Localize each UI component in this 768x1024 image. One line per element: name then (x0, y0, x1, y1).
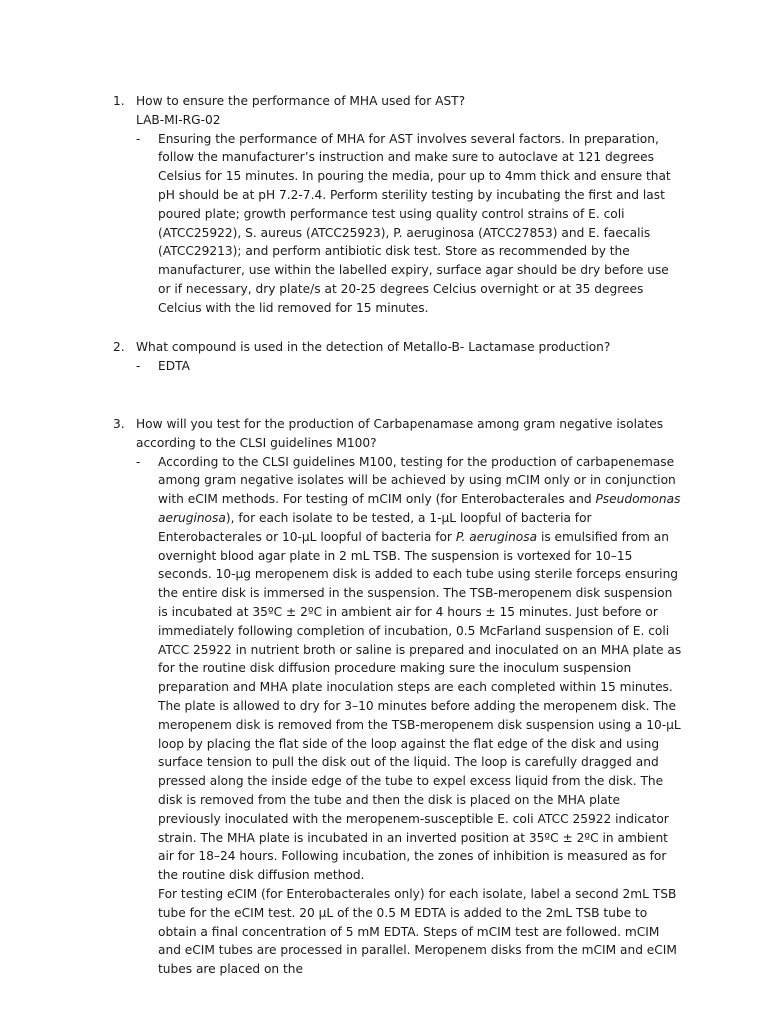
question-text: How to ensure the performance of MHA used for AST? (136, 94, 466, 108)
answer-block (136, 453, 683, 979)
answer-text-segment: is emulsified from an overnight blood agar plate in 2 mL TSB. The suspension is vortexed for 10–15 seconds. 10-µg meropenem disk is added to each tube using sterile forceps ensuring the entire disk is immersed in the suspension. The TSB-meropenem disk suspension is incubated at 35ºC ± 2ºC in ambient air for 4 hours ± 15 minutes. Just before or immediately following completion of incubation, 0.5 McFarland suspension of E. coli ATCC 25922 in nutrient broth or saline is prepared and inoculated on an MHA plate as for the routine disk diffusion procedure making sure the inoculum suspension preparation and MHA plate inoculation steps are each completed within 15 minutes. The plate is allowed to dry for 3–10 minutes before adding the meropenem disk. The meropenem disk is removed from the TSB-meropenem disk suspension using a 10-µL loop by placing the flat side of the loop against the flat edge of the disk and using surface tension to pull the disk out of the liquid. The loop is carefully dragged and pressed along the inside edge of the tube to expel excess liquid from the disk. The disk is removed from the tube and then the disk is placed on the MHA plate previously inoculated with the meropenem-susceptible E. coli ATCC 25922 indicator strain. The MHA plate is incubated in an inverted position at 35ºC ± 2ºC in ambient air for 18–24 hours. Following incubation, the zones of inhibition is measured as for the routine disk diffusion method. (158, 529, 682, 883)
item-number: 2. (113, 340, 125, 354)
question-text: How will you test for the production of Carbapenamase among gram negative isolates according to the CLSI guidelines M100? (136, 417, 664, 450)
answer-text-segment: ), for each isolate to be tested, a 1-µL loopful of bacteria for Enterobacterales or 10-µL loopful of bacteria for (158, 510, 592, 544)
bullet-dash: - (136, 358, 141, 373)
answer-paragraph-2: For testing eCIM (for Enterobacterales only) for each isolate, label a second 2mL TSB tube for the eCIM test. 20 µL of the 0.5 M EDTA is added to the 2mL TSB tube to obtain a final concentration of 5 mM EDTA. Steps of mCIM test are followed. mCIM and eCIM tubes are processed in parallel. Meropenem disks from the mCIM and eCIM tubes are placed on the (158, 886, 677, 977)
bullet-dash: - (136, 454, 141, 469)
question-text: What compound is used in the detection of Metallo-B- Lactamase production? (136, 340, 611, 354)
answer-paragraph-1 (158, 453, 683, 885)
answer-text-segment: According to the CLSI guidelines M100, testing for the production of carbapenemase among gram negative isolates will be achieved by using mCIM only or in conjunction with eCIM methods. For testing of mCIM only (for Enterobacterales and (158, 454, 676, 507)
answer-text: Ensuring the performance of MHA for AST involves several factors. In preparation, follow the manufacturer’s instruction and make sure to autoclave at 121 degrees Celsius for 15 minutes. In pouring the media, pour up to 4mm thick and ensure that pH should be at pH 7.2-7.4. Perform sterility testing by incubating the first and last poured plate; growth performance test using quality control strains of E. coli (ATCC25922), S. aureus (ATCC25923), P. aeruginosa (ATCC27853) and E. faecalis (ATCC29213); and perform antibiotic disk test. Store as recommended by the manufacturer, use within the labelled expiry, surface agar should be dry before use or if necessary, dry plate/s at 20-25 degrees Celcius overnight or at 35 degrees Celcius with the lid removed for 15 minutes. (158, 131, 671, 315)
reference-code: LAB-MI-RG-02 (136, 112, 221, 127)
list-item-3 (113, 415, 683, 979)
bullet-dash: - (136, 131, 141, 146)
answer-text: EDTA (158, 358, 190, 373)
organism-name-italic: P. aeruginosa (455, 529, 538, 544)
answer-block (136, 357, 683, 376)
item-number: 3. (113, 417, 125, 431)
list-item-1 (113, 92, 683, 318)
answer-block (136, 130, 683, 318)
item-number: 1. (113, 94, 125, 108)
organism-name-italic: Pseudomonas aeruginosa (158, 492, 681, 525)
list-item-2 (113, 338, 683, 376)
